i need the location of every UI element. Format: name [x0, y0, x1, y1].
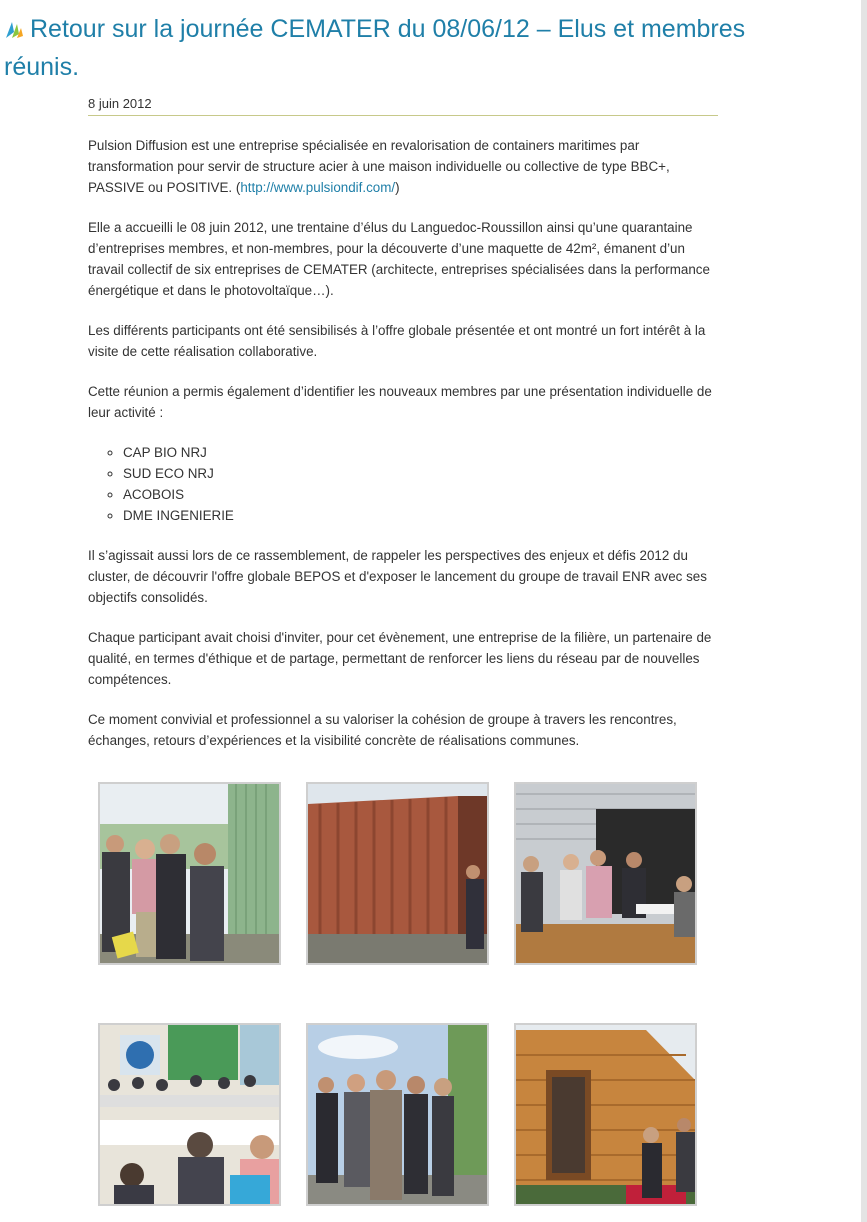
- paragraph-members-intro: Cette réunion a permis également d’identifier les nouveaux membres par une présentation individuelle de leur activité :: [88, 384, 712, 420]
- list-item: ◦ CAP BIO NRJ: [123, 442, 718, 463]
- photo-hangar-gathering[interactable]: [514, 782, 697, 965]
- post-date: 8 juin 2012: [88, 96, 718, 116]
- photo-visitors-green-container[interactable]: [98, 782, 281, 965]
- paragraph-conclusion: Ce moment convivial et professionnel a su valoriser la cohésion de groupe à travers les rencontres, échanges, retours d’expériences et la visibilité concrète de réalisations communes.: [88, 712, 677, 748]
- pulsiondif-link[interactable]: http://www.pulsiondif.com/: [240, 180, 396, 195]
- paragraph-visit: Elle a accueilli le 08 juin 2012, une trentaine d’élus du Languedoc-Roussillon ainsi qu’une quarantaine d’entreprises membres, et non-membres, pour la découverte d’une maquette de 42m², émanent d’un travail collectif de six entreprises de CEMATER (architecte, entreprises spécialisées dans la performance énergétique et dans le photovoltaïque…).: [88, 220, 710, 298]
- paragraph-intro-text: Pulsion Diffusion est une entreprise spécialisée en revalorisation de containers maritimes par transformation pour servir de structure acier à une maison individuelle ou collective de type BBC+, PASSIVE ou POSITIVE. (: [88, 138, 670, 195]
- paragraph-intro-end: ): [395, 180, 400, 195]
- cemater-logo-icon: [4, 18, 24, 40]
- list-item: ◦ ACOBOIS: [123, 484, 718, 505]
- photo-rusty-container[interactable]: [306, 782, 489, 965]
- photo-outdoor-group[interactable]: [306, 1023, 489, 1206]
- photo-meeting-room[interactable]: [98, 1023, 281, 1206]
- photo-wooden-house[interactable]: [514, 1023, 697, 1206]
- paragraph-perspectives: Il s’agissait aussi lors de ce rassemblement, de rappeler les perspectives des enjeux et défis 2012 du cluster, de découvrir l'offre globale BEPOS et d'exposer le lancement du groupe de travail ENR avec ses objectifs consolidés.: [88, 548, 707, 605]
- paragraph-intro: [88, 135, 718, 198]
- post-content: [88, 96, 718, 770]
- list-item: ◦ DME INGENIERIE: [123, 505, 718, 526]
- page-right-border: [861, 0, 867, 1222]
- post-title-text[interactable]: Retour sur la journée CEMATER du 08/06/12 – Elus et membres réunis.: [4, 15, 746, 81]
- paragraph-interest: Les différents participants ont été sensibilisés à l’offre globale présentée et ont montré un fort intérêt à la visite de cette réalisation collaborative.: [88, 323, 706, 359]
- paragraph-invitations: Chaque participant avait choisi d'inviter, pour cet évènement, une entreprise de la filière, un partenaire de qualité, en termes d'éthique et de partage, permettant de renforcer les liens du réseau par de nouvelles compétences.: [88, 630, 712, 687]
- new-members-list: [88, 442, 718, 526]
- post-title[interactable]: [4, 10, 794, 86]
- list-item: ◦ SUD ECO NRJ: [123, 463, 718, 484]
